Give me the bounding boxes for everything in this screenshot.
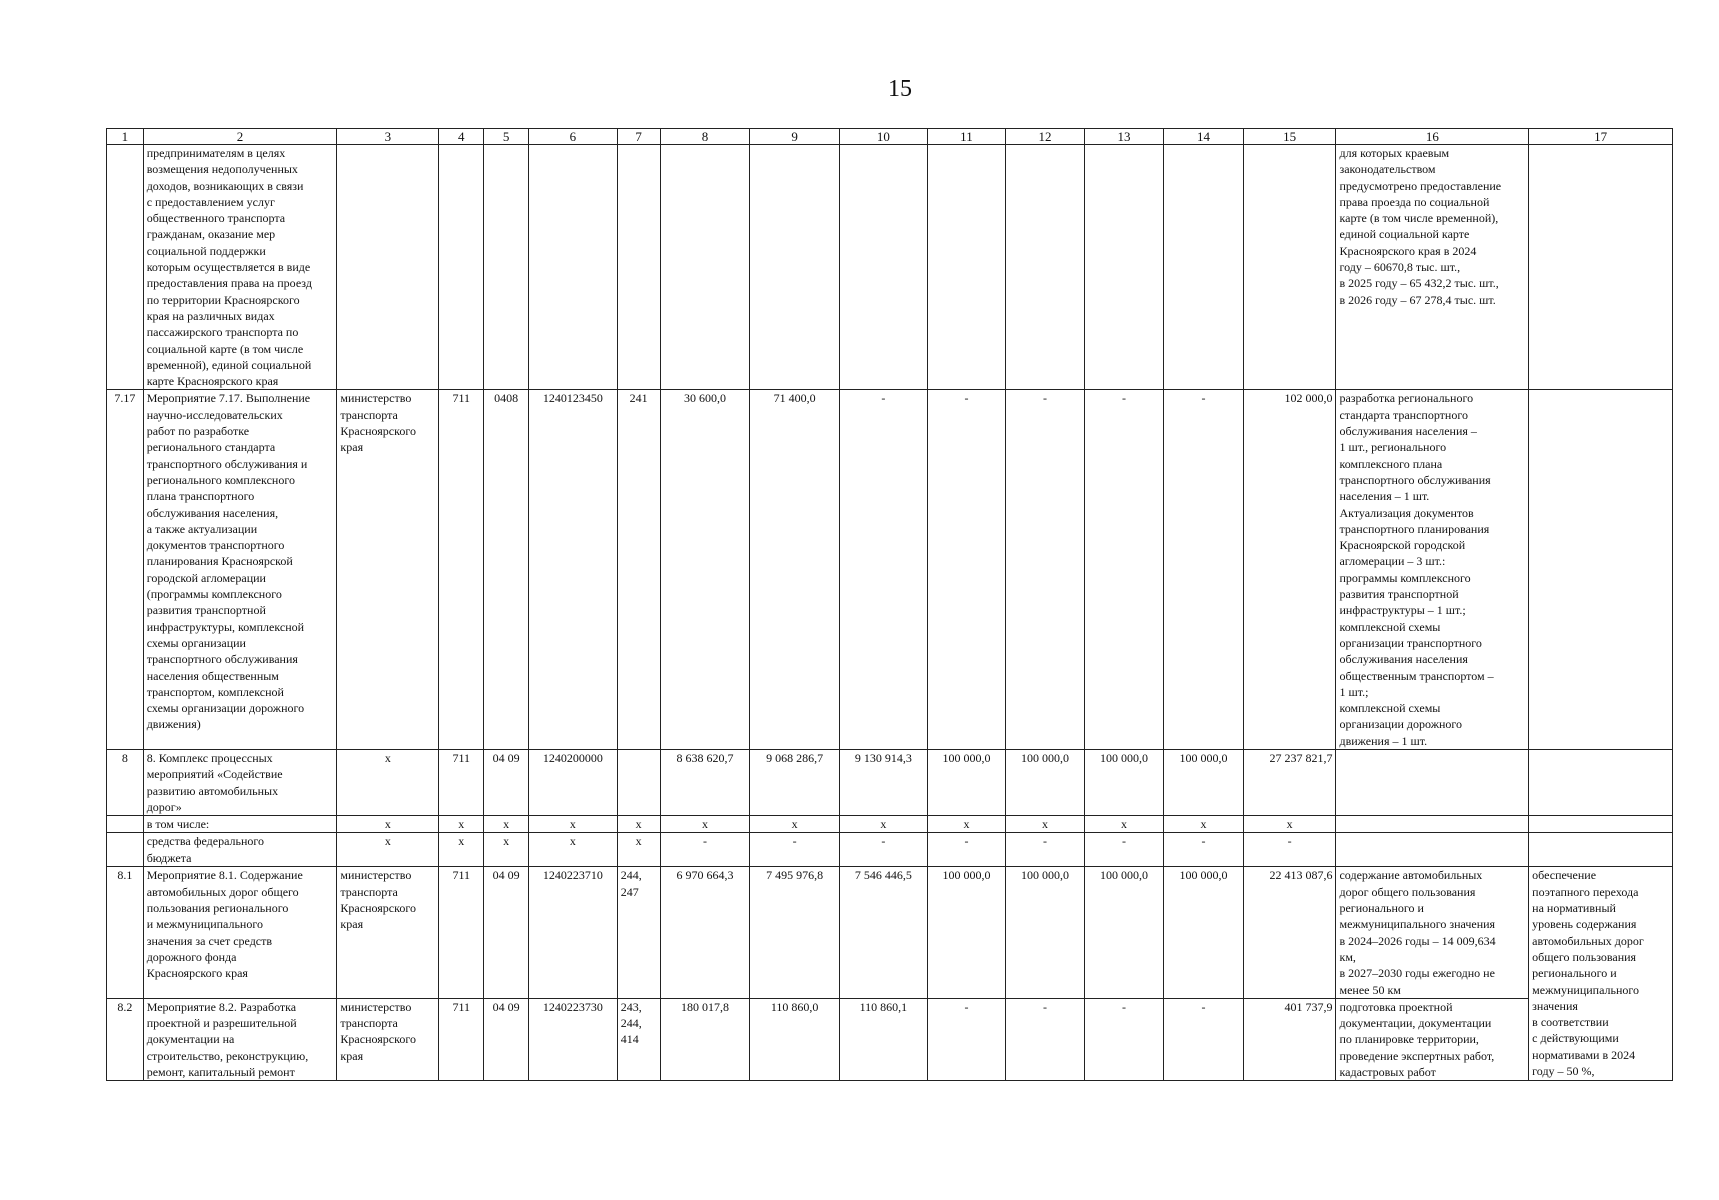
amount-2024: 8 638 620,7 [660,749,750,815]
amount-2027: - [927,998,1006,1080]
amount-2027: 100 000,0 [927,867,1006,998]
amount-total: 27 237 821,7 [1243,749,1336,815]
amount-2025: 7 495 976,8 [750,867,840,998]
expected-result [1336,816,1529,833]
column-number: 13 [1084,129,1164,145]
expected-result: содержание автомобильных дорог общего пользования регионального и межмуниципального значения в 2024–2026 годы – 14 009,634 км, в 2027–2030 годы ежегодно не менее 50 км [1336,867,1529,998]
amount-2027: - [927,833,1006,867]
amount-2025: 110 860,0 [750,998,840,1080]
measure-name: 8. Комплекс процессных мероприятий «Содействие развитию автомобильных дорог» [143,749,337,815]
vr-code: 241 [617,390,660,750]
rzpr-code: х [484,833,529,867]
amount-2028: - [1006,998,1085,1080]
executor [337,145,439,390]
csr-code: 1240200000 [529,749,618,815]
amount-2029: - [1084,390,1164,750]
vr-code: х [617,816,660,833]
indicator-target [1529,390,1673,750]
indicator-target [1529,749,1673,815]
amount-2025: 9 068 286,7 [750,749,840,815]
column-number: 14 [1164,129,1244,145]
grbs-code: 711 [439,749,484,815]
vr-code [617,145,660,390]
grbs-code: 711 [439,998,484,1080]
table-row [107,867,1673,998]
amount-2026: - [840,390,928,750]
grbs-code: 711 [439,867,484,998]
indicator-target [1529,816,1673,833]
table-row [107,749,1673,815]
page-number: 15 [888,76,912,102]
amount-total: х [1243,816,1336,833]
indicator-target: обеспечение поэтапного перехода на нормативный уровень содержания автомобильных дорог общего пользования регионального и межмуниципального значения в соответствии с действующими нормативами в 2024 году – 50 %, [1529,867,1673,1081]
amount-2028: - [1006,833,1085,867]
executor: х [337,833,439,867]
expected-result: разработка регионального стандарта транспортного обслуживания населения – 1 шт., регионального комплексного плана транспортного обслуживания населения – 1 шт. Актуализация документов транспортного планирования Красноярской городской агломерации – 3 шт.: программы комплексного развития транспортной инфраструктуры – 1 шт.; комплексной схемы организации транспортного обслуживания населения общественным транспортом – 1 шт.; комплексной схемы организации дорожного движения – 1 шт. [1336,390,1529,750]
row-number [107,833,144,867]
row-number [107,816,144,833]
amount-2029: х [1084,816,1164,833]
amount-2026: 110 860,1 [840,998,928,1080]
executor: министерство транспорта Красноярского края [337,867,439,998]
amount-2025: 71 400,0 [750,390,840,750]
rzpr-code: х [484,816,529,833]
csr-code: 1240123450 [529,390,618,750]
column-number: 9 [750,129,840,145]
column-number: 1 [107,129,144,145]
amount-2026: - [840,833,928,867]
amount-total: - [1243,833,1336,867]
vr-code [617,749,660,815]
expected-result: подготовка проектной документации, документации по планировке территории, проведение экспертных работ, кадастровых работ [1336,998,1529,1080]
executor: министерство транспорта Красноярского края [337,998,439,1080]
amount-total [1243,145,1336,390]
vr-code: 244, 247 [617,867,660,998]
amount-2029: 100 000,0 [1084,867,1164,998]
amount-2028: 100 000,0 [1006,749,1085,815]
expected-result [1336,749,1529,815]
rzpr-code: 0408 [484,390,529,750]
column-number: 15 [1243,129,1336,145]
amount-2030: 100 000,0 [1164,867,1244,998]
csr-code: 1240223710 [529,867,618,998]
measure-name: Мероприятие 8.1. Содержание автомобильных дорог общего пользования регионального и межмуниципального значения за счет средств дорожного фонда Красноярского края [143,867,337,998]
amount-2027: х [927,816,1006,833]
grbs-code [439,145,484,390]
amount-2024: 30 600,0 [660,390,750,750]
measure-name: в том числе: [143,816,337,833]
amount-2024 [660,145,750,390]
column-number: 16 [1336,129,1529,145]
measure-name: предпринимателям в целях возмещения недополученных доходов, возникающих в связи с предоставлением услуг общественного транспорта гражданам, оказание мер социальной поддержки которым осуществляется в виде предоставления права на проезд по территории Красноярского края на различных видах пассажирского транспорта по социальной карте (в том числе временной), единой социальной карте Красноярского края [143,145,337,390]
vr-code: 243, 244, 414 [617,998,660,1080]
amount-2030 [1164,145,1244,390]
rzpr-code: 04 09 [484,867,529,998]
amount-2024: х [660,816,750,833]
amount-2028 [1006,145,1085,390]
row-number: 8.2 [107,998,144,1080]
column-number: 6 [529,129,618,145]
amount-2024: - [660,833,750,867]
csr-code: х [529,816,618,833]
amount-total: 22 413 087,6 [1243,867,1336,998]
measure-name: средства федерального бюджета [143,833,337,867]
amount-2029 [1084,145,1164,390]
amount-total: 102 000,0 [1243,390,1336,750]
table-row [107,816,1673,833]
amount-2026 [840,145,928,390]
expected-result [1336,833,1529,867]
amount-2028: х [1006,816,1085,833]
amount-2026: 9 130 914,3 [840,749,928,815]
column-number: 7 [617,129,660,145]
rzpr-code: 04 09 [484,998,529,1080]
amount-2030: - [1164,390,1244,750]
amount-2029: - [1084,998,1164,1080]
csr-code [529,145,618,390]
executor: х [337,816,439,833]
amount-2028: - [1006,390,1085,750]
amount-2028: 100 000,0 [1006,867,1085,998]
column-number: 12 [1006,129,1085,145]
amount-2030: х [1164,816,1244,833]
grbs-code: 711 [439,390,484,750]
row-number: 7.17 [107,390,144,750]
row-number: 8 [107,749,144,815]
column-number: 4 [439,129,484,145]
grbs-code: х [439,833,484,867]
amount-2027: - [927,390,1006,750]
amount-2029: 100 000,0 [1084,749,1164,815]
amount-2025 [750,145,840,390]
row-number [107,145,144,390]
grbs-code: х [439,816,484,833]
indicator-target [1529,833,1673,867]
table-row [107,998,1673,1080]
program-table [106,128,1673,1081]
rzpr-code [484,145,529,390]
table-row [107,145,1673,390]
table-row [107,833,1673,867]
table-row [107,390,1673,750]
column-number: 10 [840,129,928,145]
amount-2027: 100 000,0 [927,749,1006,815]
vr-code: х [617,833,660,867]
amount-2026: х [840,816,928,833]
amount-2025: х [750,816,840,833]
column-number: 3 [337,129,439,145]
amount-2026: 7 546 446,5 [840,867,928,998]
amount-2029: - [1084,833,1164,867]
measure-name: Мероприятие 8.2. Разработка проектной и разрешительной документации на строительство, реконструкцию, ремонт, капитальный ремонт [143,998,337,1080]
column-number: 2 [143,129,337,145]
amount-2024: 180 017,8 [660,998,750,1080]
rzpr-code: 04 09 [484,749,529,815]
amount-2024: 6 970 664,3 [660,867,750,998]
csr-code: х [529,833,618,867]
indicator-target [1529,145,1673,390]
amount-2025: - [750,833,840,867]
amount-2030: - [1164,998,1244,1080]
row-number: 8.1 [107,867,144,998]
column-number: 11 [927,129,1006,145]
column-number-row [107,129,1673,145]
csr-code: 1240223730 [529,998,618,1080]
amount-total: 401 737,9 [1243,998,1336,1080]
column-number: 8 [660,129,750,145]
amount-2030: 100 000,0 [1164,749,1244,815]
expected-result: для которых краевым законодательством предусмотрено предоставление права проезда по социальной карте (в том числе временной), единой социальной карте Красноярского края в 2024 году – 60670,8 тыс. шт., в 2025 году – 65 432,2 тыс. шт., в 2026 году – 67 278,4 тыс. шт. [1336,145,1529,390]
executor: министерство транспорта Красноярского края [337,390,439,750]
measure-name: Мероприятие 7.17. Выполнение научно-исследовательских работ по разработке регионального стандарта транспортного обслуживания и регионального комплексного плана транспортного обслуживания населения, а также актуализации документов транспортного планирования Красноярской городской агломерации (программы комплексного развития транспортной инфраструктуры, комплексной схемы организации транспортного обслуживания населения общественным транспортом, комплексной схемы организации дорожного движения) [143,390,337,750]
amount-2030: - [1164,833,1244,867]
column-number: 17 [1529,129,1673,145]
executor: х [337,749,439,815]
amount-2027 [927,145,1006,390]
column-number: 5 [484,129,529,145]
